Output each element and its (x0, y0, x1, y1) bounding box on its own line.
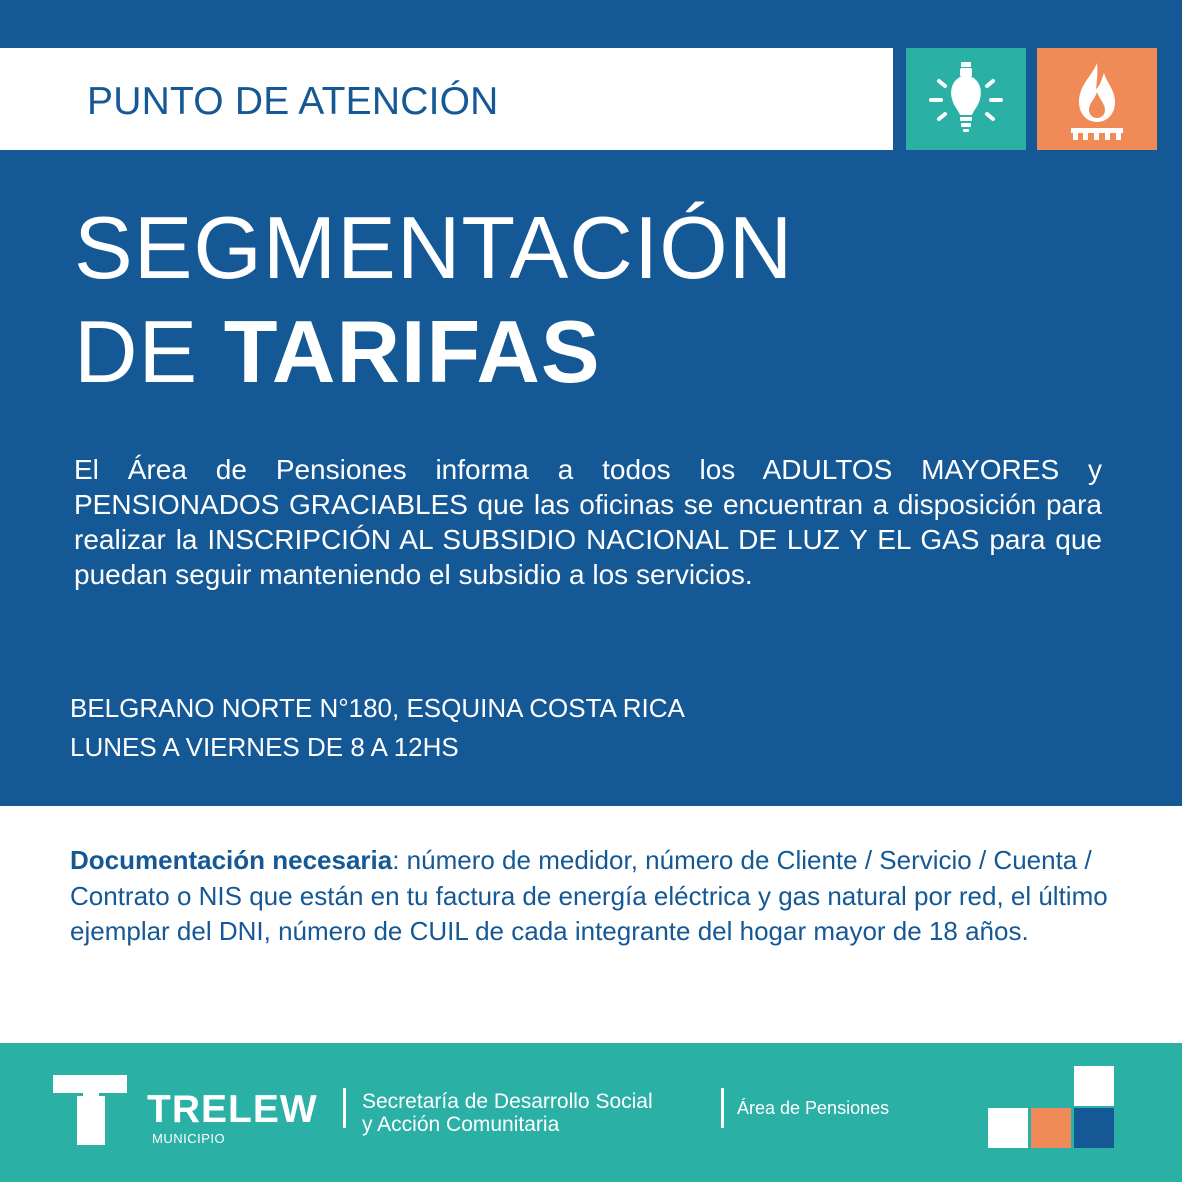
decorative-square (1074, 1066, 1114, 1106)
hours-line: LUNES A VIERNES DE 8 A 12HS (70, 732, 459, 762)
header-label: PUNTO DE ATENCIÓN (87, 80, 499, 123)
brand-subtitle: MUNICIPIO (152, 1131, 226, 1146)
title-strong: TARIFAS (223, 302, 601, 401)
info-paragraph: El Área de Pensiones informa a todos los ADULTOS MAYORES y PENSIONADOS GRACIABLES que las oficinas se encuentran a disposición para realizar la INSCRIPCIÓN AL SUBSIDIO NACIONAL DE LUZ Y EL GAS para que puedan seguir manteniendo el subsidio a los servicios. (74, 454, 1102, 590)
secretaria-line-1: Secretaría de Desarrollo Social (362, 1090, 653, 1113)
decorative-square (988, 1108, 1028, 1148)
title-line-2 (74, 302, 601, 402)
address-line: BELGRANO NORTE N°180, ESQUINA COSTA RICA (70, 693, 685, 723)
documentation-label: Documentación necesaria (70, 845, 393, 875)
title-line-1: SEGMENTACIÓN (74, 198, 794, 297)
light-bulb-icon (906, 48, 1026, 150)
trelew-t-logo-icon (53, 1075, 127, 1145)
light-bulb-tile (906, 48, 1026, 150)
gas-flame-tile (1037, 48, 1157, 150)
gas-flame-icon (1037, 48, 1157, 150)
title-prefix: DE (74, 302, 224, 401)
documentation-text: : número de medidor, número de Cliente / Servicio / Cuenta / Contrato o NIS que están en tu factura de energía eléctrica y gas natural por red, el último ejemplar del DNI, número de CUIL de cada integrante del hogar mayor de 18 años. (70, 845, 1108, 946)
footer-divider (721, 1088, 724, 1128)
documentation-paragraph (70, 843, 1120, 950)
brand-name: TRELEW (147, 1088, 318, 1131)
secretaria-line-2: y Acción Comunitaria (362, 1113, 560, 1136)
decorative-square (1074, 1108, 1114, 1148)
area-label: Área de Pensiones (737, 1098, 890, 1118)
decorative-square (1031, 1108, 1071, 1148)
footer-divider (343, 1088, 346, 1128)
